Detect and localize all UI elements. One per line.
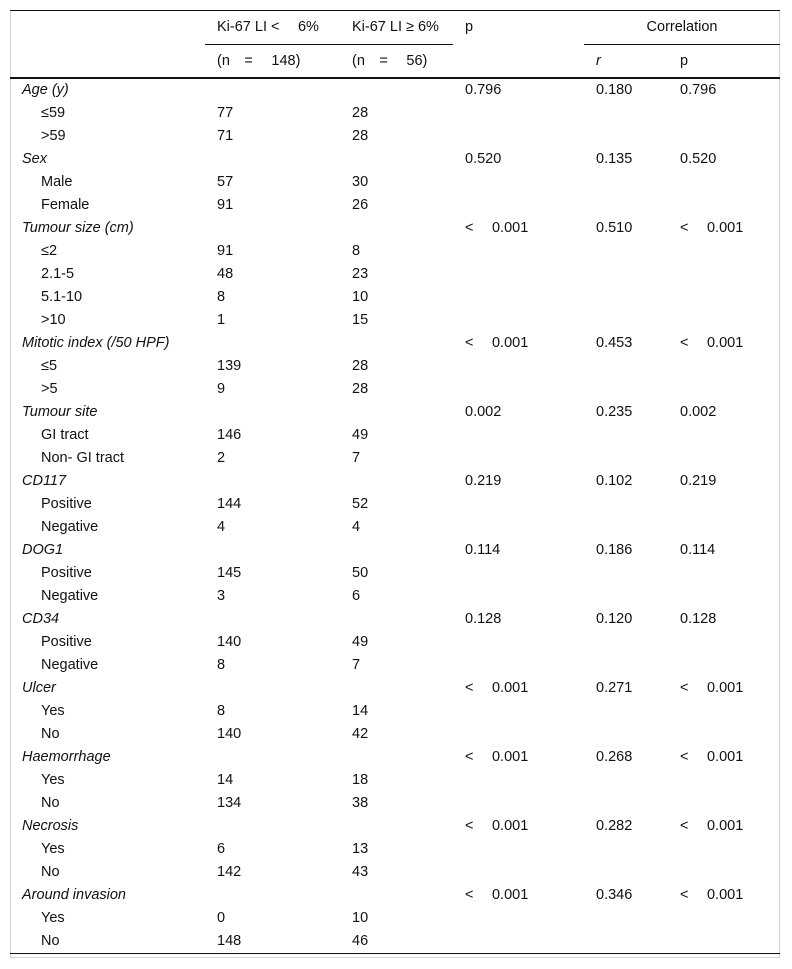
category-row [10, 332, 780, 355]
cell-corr-p [668, 861, 780, 884]
row-label: ≤59 [41, 105, 66, 121]
cell-ki67-low [205, 217, 340, 240]
cell-p-value [453, 286, 584, 309]
cell-p-value [453, 378, 584, 401]
cell-ki67-high: 10 [352, 289, 369, 305]
cell-p-value [453, 930, 584, 954]
cell-p-value: 0.002 [465, 404, 502, 420]
cell-ki67-high: 28 [352, 381, 369, 397]
cell-p-value: < 0.001 [465, 680, 529, 696]
cell-corr-p [668, 700, 780, 723]
row-label: Mitotic index (/50 HPF) [22, 335, 170, 351]
cell-p-value [453, 631, 584, 654]
row-label: Sex [22, 151, 47, 167]
cell-ki67-low [205, 78, 340, 102]
table-row [10, 309, 780, 332]
cell-corr-p: < 0.001 [680, 335, 744, 351]
cell-ki67-low [205, 148, 340, 171]
header-n-low: (n = 148) [205, 45, 340, 79]
cell-p-value [453, 792, 584, 815]
cell-p-value [453, 769, 584, 792]
row-label: GI tract [41, 427, 89, 443]
cell-corr-r [584, 263, 668, 286]
row-label: Tumour site [22, 404, 98, 420]
cell-corr-r: 0.346 [596, 887, 633, 903]
category-row [10, 677, 780, 700]
row-label: Ulcer [22, 680, 56, 696]
row-label: No [41, 795, 60, 811]
cell-corr-p [668, 769, 780, 792]
cell-ki67-high [340, 401, 453, 424]
cell-corr-p: < 0.001 [680, 749, 744, 765]
cell-ki67-high: 42 [352, 726, 369, 742]
cell-p-value [453, 263, 584, 286]
cell-corr-p [668, 631, 780, 654]
row-label: >5 [41, 381, 58, 397]
cell-corr-p [668, 378, 780, 401]
cell-corr-p [668, 263, 780, 286]
cell-ki67-low: 148 [205, 930, 340, 954]
cell-p-value [453, 861, 584, 884]
cell-corr-r [584, 654, 668, 677]
table-row [10, 907, 780, 930]
cell-ki67-low: 146 [217, 427, 242, 443]
cell-p-value: 0.219 [465, 473, 502, 489]
cell-ki67-high: 10 [352, 910, 369, 926]
cell-corr-p [668, 447, 780, 470]
cell-ki67-high: 50 [352, 565, 369, 581]
cell-corr-r [584, 838, 668, 861]
cell-ki67-low: 3 [217, 588, 226, 604]
cell-p-value: 0.114 [465, 542, 501, 558]
cell-corr-r [584, 723, 668, 746]
cell-ki67-high: 14 [352, 703, 369, 719]
cell-ki67-low: 142 [217, 864, 242, 880]
table-row [10, 493, 780, 516]
row-label: CD34 [22, 611, 60, 627]
table-row [10, 838, 780, 861]
category-row [10, 217, 780, 240]
cell-ki67-high [340, 148, 453, 171]
cell-ki67-high: 23 [352, 266, 369, 282]
row-label: Yes [41, 703, 65, 719]
cell-corr-r [584, 493, 668, 516]
cell-ki67-high: 7 [352, 657, 361, 673]
cell-corr-p: 0.219 [680, 473, 717, 489]
cell-corr-r [584, 286, 668, 309]
cell-corr-p: 0.796 [680, 82, 717, 98]
cell-corr-p: < 0.001 [680, 220, 744, 236]
cell-corr-p [668, 171, 780, 194]
row-label: No [41, 864, 60, 880]
header-ki67-low: Ki-67 LI < 6% [205, 11, 340, 45]
cell-p-value: < 0.001 [465, 749, 529, 765]
cell-ki67-high: 4 [352, 519, 361, 535]
cell-corr-r: 0.102 [596, 473, 633, 489]
cell-corr-p [668, 102, 780, 125]
cell-ki67-low: 91 [217, 197, 234, 213]
row-label: Negative [41, 657, 99, 673]
cell-p-value [453, 907, 584, 930]
cell-p-value [453, 240, 584, 263]
cell-p-value [453, 309, 584, 332]
cell-corr-p [668, 562, 780, 585]
row-label: DOG1 [22, 542, 64, 558]
cell-p-value [453, 493, 584, 516]
cell-corr-r [584, 792, 668, 815]
cell-corr-r [584, 194, 668, 217]
row-label: Yes [41, 772, 65, 788]
row-label: 5.1-10 [41, 289, 83, 305]
cell-p-value: 0.796 [465, 82, 502, 98]
row-label: >10 [41, 312, 66, 328]
cell-ki67-low: 140 [217, 634, 242, 650]
cell-ki67-high [340, 539, 453, 562]
table-row [10, 286, 780, 309]
table-row [10, 378, 780, 401]
row-label: 2.1-5 [41, 266, 75, 282]
row-label: No [41, 726, 60, 742]
header-row-2 [10, 45, 780, 79]
table-row [10, 125, 780, 148]
cell-p-value [453, 562, 584, 585]
cell-corr-r: 0.135 [596, 151, 633, 167]
table-row [10, 723, 780, 746]
cell-p-value [453, 102, 584, 125]
header-row-1 [10, 11, 780, 45]
cell-ki67-low: 8 [217, 289, 226, 305]
cell-ki67-low: 2 [217, 450, 226, 466]
cell-corr-r [584, 907, 668, 930]
cell-p-value [453, 171, 584, 194]
row-label: >59 [41, 128, 66, 144]
cell-p-value: < 0.001 [465, 887, 529, 903]
cell-ki67-high [340, 815, 453, 838]
header-empty-3 [453, 45, 584, 79]
cell-corr-r: 0.510 [596, 220, 633, 236]
header-n-high: (n = 56) [340, 45, 453, 79]
cell-ki67-high [340, 470, 453, 493]
row-label: Haemorrhage [22, 749, 111, 765]
cell-corr-p [668, 930, 780, 954]
cell-ki67-high: 30 [352, 174, 369, 190]
cell-ki67-high: 49 [352, 634, 369, 650]
cell-corr-r [584, 240, 668, 263]
cell-p-value [453, 700, 584, 723]
cell-ki67-high: 28 [352, 128, 369, 144]
cell-corr-p [668, 125, 780, 148]
header-empty [10, 11, 205, 45]
cell-corr-r [584, 769, 668, 792]
cell-corr-p [668, 309, 780, 332]
cell-corr-r [584, 378, 668, 401]
table-row [10, 631, 780, 654]
cell-ki67-low: 139 [217, 358, 242, 374]
cell-ki67-high: 15 [352, 312, 369, 328]
cell-p-value [453, 723, 584, 746]
cell-ki67-high [340, 884, 453, 907]
category-row [10, 78, 780, 102]
cell-ki67-high [340, 332, 453, 355]
table-row [10, 194, 780, 217]
cell-ki67-low: 57 [217, 174, 234, 190]
cell-ki67-high: 28 [352, 358, 369, 374]
cell-corr-p [668, 585, 780, 608]
cell-ki67-high: 38 [352, 795, 369, 811]
category-row [10, 815, 780, 838]
row-label: ≤2 [41, 243, 58, 259]
cell-ki67-high: 52 [352, 496, 369, 512]
header-corr-p: p [668, 45, 780, 79]
table-row [10, 447, 780, 470]
cell-ki67-low: 71 [217, 128, 234, 144]
cell-ki67-low: 134 [217, 795, 242, 811]
cell-corr-p [668, 493, 780, 516]
cell-corr-r [584, 102, 668, 125]
cell-ki67-high: 7 [352, 450, 361, 466]
cell-ki67-high: 13 [352, 841, 369, 857]
cell-ki67-low: 9 [217, 381, 226, 397]
cell-ki67-low: 8 [217, 657, 226, 673]
cell-ki67-low: 91 [217, 243, 234, 259]
table-row [10, 562, 780, 585]
cell-ki67-low: 4 [217, 519, 226, 535]
cell-ki67-high: 6 [352, 588, 361, 604]
cell-ki67-high [340, 608, 453, 631]
row-label: No [10, 930, 205, 954]
cell-ki67-low: 144 [217, 496, 242, 512]
table-row [10, 171, 780, 194]
row-label: Tumour size (cm) [22, 220, 134, 236]
cell-corr-r: 0.186 [596, 542, 633, 558]
cell-p-value [453, 355, 584, 378]
cell-p-value [453, 585, 584, 608]
cell-ki67-high: 43 [352, 864, 369, 880]
cell-ki67-low: 8 [217, 703, 226, 719]
cell-ki67-low [205, 608, 340, 631]
cell-ki67-high: 18 [352, 772, 369, 788]
cell-corr-r [584, 309, 668, 332]
table-row [10, 769, 780, 792]
category-row [10, 148, 780, 171]
cell-corr-p: 0.128 [680, 611, 717, 627]
cell-ki67-high [340, 677, 453, 700]
cell-corr-p [668, 907, 780, 930]
cell-corr-r: 0.235 [596, 404, 633, 420]
cell-ki67-low: 6 [217, 841, 226, 857]
cell-corr-p [668, 516, 780, 539]
cell-ki67-high: 8 [352, 243, 361, 259]
cell-ki67-low: 77 [217, 105, 234, 121]
cell-ki67-high: 46 [340, 930, 453, 954]
cell-corr-p [668, 194, 780, 217]
header-p: p [453, 11, 584, 45]
cell-ki67-low: 140 [217, 726, 242, 742]
cell-corr-p: < 0.001 [680, 680, 744, 696]
cell-p-value [453, 838, 584, 861]
category-row [10, 746, 780, 769]
row-label: Female [41, 197, 90, 213]
cell-corr-r: 0.120 [596, 611, 633, 627]
cell-corr-r: 0.271 [596, 680, 633, 696]
table-row [10, 424, 780, 447]
cell-corr-p [668, 838, 780, 861]
category-row [10, 884, 780, 907]
cell-corr-r [584, 171, 668, 194]
cell-ki67-low [205, 332, 340, 355]
cell-corr-p [668, 424, 780, 447]
table-body [10, 78, 780, 954]
cell-corr-r [584, 861, 668, 884]
cell-corr-r [584, 355, 668, 378]
header-correlation: Correlation [584, 11, 780, 45]
cell-corr-p [668, 654, 780, 677]
cell-p-value: 0.520 [465, 151, 502, 167]
cell-ki67-high [340, 217, 453, 240]
cell-corr-p: 0.520 [680, 151, 717, 167]
row-label: Yes [41, 910, 65, 926]
table-row [10, 792, 780, 815]
cell-p-value [453, 447, 584, 470]
row-label: Positive [41, 565, 92, 581]
row-label: ≤5 [41, 358, 58, 374]
cell-p-value [453, 125, 584, 148]
cell-corr-r [584, 631, 668, 654]
cell-ki67-low: 145 [217, 565, 242, 581]
cell-corr-r [584, 562, 668, 585]
cell-corr-p [668, 355, 780, 378]
cell-ki67-low [205, 539, 340, 562]
category-row [10, 401, 780, 424]
cell-ki67-low: 48 [217, 266, 234, 282]
category-row [10, 608, 780, 631]
cell-p-value: 0.128 [465, 611, 502, 627]
cell-p-value: < 0.001 [465, 335, 529, 351]
cell-corr-r [584, 447, 668, 470]
cell-corr-p: < 0.001 [680, 887, 744, 903]
cell-ki67-low [205, 884, 340, 907]
cell-p-value: < 0.001 [465, 818, 529, 834]
cell-ki67-high: 26 [352, 197, 369, 213]
cell-ki67-high: 28 [352, 105, 369, 121]
data-table [10, 10, 780, 954]
cell-corr-r [584, 424, 668, 447]
table-row [10, 516, 780, 539]
cell-corr-p: 0.114 [680, 542, 716, 558]
cell-corr-r [584, 700, 668, 723]
row-label: Age (y) [22, 82, 69, 98]
cell-corr-p: < 0.001 [680, 818, 744, 834]
table-row [10, 240, 780, 263]
cell-corr-p [668, 286, 780, 309]
cell-corr-r [584, 930, 668, 954]
header-corr-r: r [584, 45, 668, 79]
cell-corr-r: 0.180 [596, 82, 633, 98]
cell-ki67-low: 14 [217, 772, 234, 788]
cell-corr-p [668, 723, 780, 746]
cell-corr-r [584, 585, 668, 608]
cell-p-value [453, 654, 584, 677]
cell-p-value [453, 194, 584, 217]
row-label: Male [41, 174, 73, 190]
table-row [10, 930, 780, 954]
table-row [10, 263, 780, 286]
table-row [10, 102, 780, 125]
cell-ki67-low [205, 677, 340, 700]
row-label: Non- GI tract [41, 450, 124, 466]
header-ki67-high: Ki-67 LI ≥ 6% [340, 11, 453, 45]
row-label: CD117 [22, 473, 67, 489]
row-label: Positive [41, 496, 92, 512]
table-row [10, 861, 780, 884]
category-row [10, 539, 780, 562]
cell-corr-r: 0.453 [596, 335, 633, 351]
cell-ki67-low [205, 401, 340, 424]
cell-corr-p [668, 792, 780, 815]
cell-ki67-high [340, 746, 453, 769]
table-row [10, 585, 780, 608]
table-row [10, 355, 780, 378]
cell-p-value [453, 516, 584, 539]
cell-corr-p: 0.002 [680, 404, 717, 420]
table-row [10, 700, 780, 723]
row-label: Necrosis [22, 818, 79, 834]
cell-corr-p [668, 240, 780, 263]
cell-corr-r: 0.268 [596, 749, 633, 765]
cell-ki67-low: 0 [217, 910, 226, 926]
cell-ki67-high: 49 [352, 427, 369, 443]
table-row [10, 654, 780, 677]
cell-ki67-low [205, 746, 340, 769]
cell-ki67-low: 1 [217, 312, 226, 328]
cell-ki67-low [205, 815, 340, 838]
cell-corr-r [584, 516, 668, 539]
category-row [10, 470, 780, 493]
cell-ki67-high [340, 78, 453, 102]
cell-p-value [453, 424, 584, 447]
cell-corr-r [584, 125, 668, 148]
row-label: Negative [41, 588, 99, 604]
cell-p-value: < 0.001 [465, 220, 529, 236]
row-label: Negative [41, 519, 99, 535]
row-label: Yes [41, 841, 65, 857]
row-label: Positive [41, 634, 92, 650]
cell-corr-r: 0.282 [596, 818, 633, 834]
row-label: Around invasion [22, 887, 126, 903]
cell-ki67-low [205, 470, 340, 493]
header-empty-2 [10, 45, 205, 79]
